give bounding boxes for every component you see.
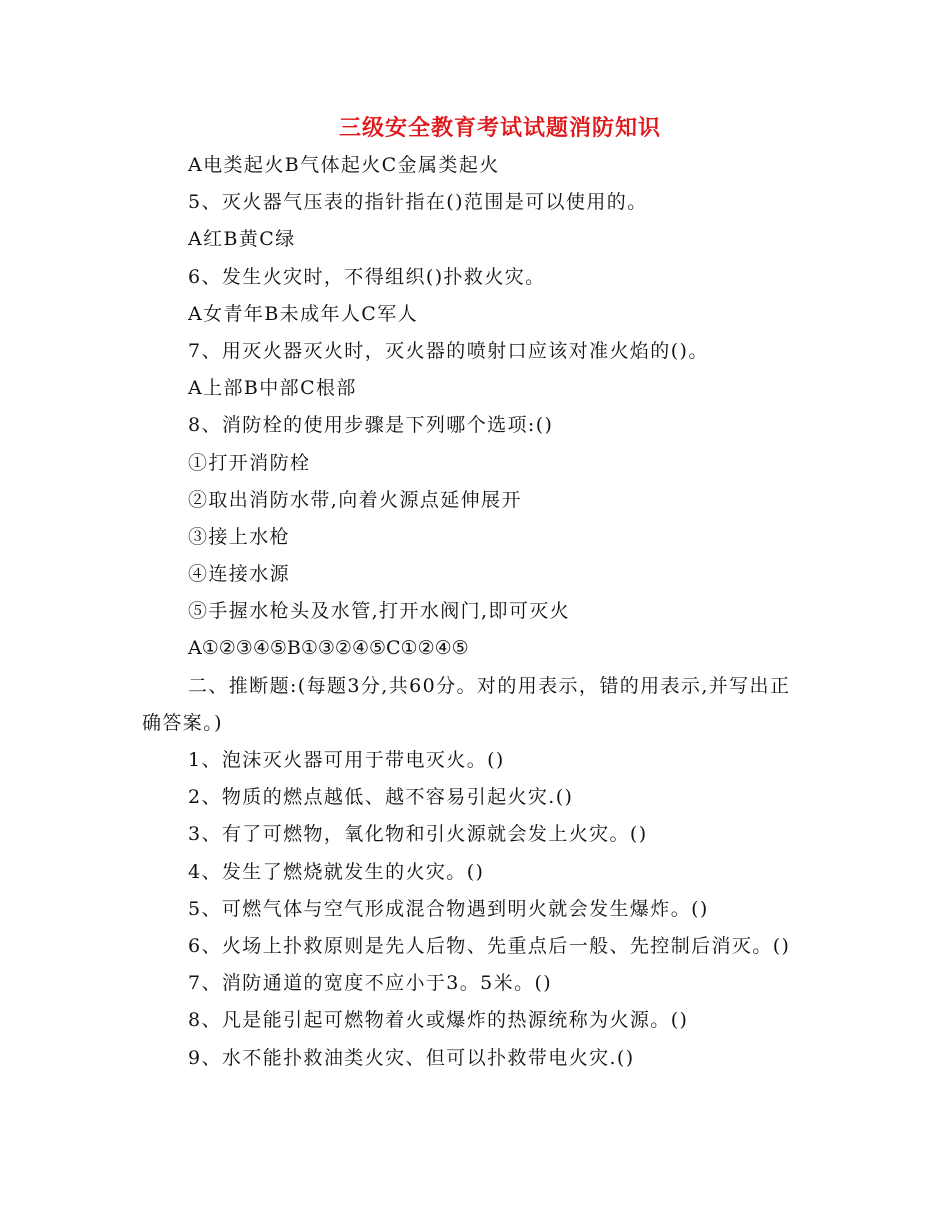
question-line: 6、火场上扑救原则是先人后物、先重点后一般、先控制后消灭。() [188,934,791,957]
answer-options-line: A红B黄C绿 [188,228,296,251]
answer-options-line: A上部B中部C根部 [188,377,357,400]
answer-options-line: A电类起火B气体起火C金属类起火 [188,154,500,176]
document-body [142,147,802,1077]
document-title: 三级安全教育考试试题消防知识 [338,115,661,141]
answer-options-line: A①②③④⑤B①③②④⑤C①②④⑤ [188,637,469,660]
question-line: 6、发生火灾时，不得组织()扑救火灾。 [188,265,546,288]
step-line: ⑤手握水枪头及水管,打开水阀门,即可灭火 [188,600,571,623]
question-line: 8、凡是能引起可燃物着火或爆炸的热源统称为火源。() [188,1009,689,1032]
question-line: 7、用灭火器灭火时，灭火器的喷射口应该对准火焰的()。 [188,339,709,362]
question-line: 1、泡沫灭火器可用于带电灭火。() [188,749,505,772]
question-line: 3、有了可燃物，氧化物和引火源就会发上火灾。() [188,823,648,846]
question-line: 9、水不能扑救油类火灾、但可以扑救带电火灾.() [188,1046,635,1069]
step-line: ②取出消防水带,向着火源点延伸展开 [188,488,522,511]
question-line: 8、消防栓的使用步骤是下列哪个选项:() [188,414,554,437]
question-line: 5、灭火器气压表的指针指在()范围是可以使用的。 [188,191,648,214]
question-line: 5、可燃气体与空气形成混合物遇到明火就会发生爆炸。() [188,897,709,920]
step-line: ①打开消防栓 [188,451,311,474]
answer-options-line: A女青年B未成年人C军人 [188,302,419,325]
question-line: 2、物质的燃点越低、越不容易引起火灾.() [188,786,574,809]
section-heading: 二、推断题:(每题3分,共60分。对的用表示，错的用表示,并写出正确答案。) [142,674,791,734]
question-line: 7、消防通道的宽度不应小于3。5米。() [188,972,553,995]
step-line: ④连接水源 [188,563,291,586]
step-line: ③接上水枪 [188,525,291,548]
question-line: 4、发生了燃烧就发生的火灾。() [188,860,485,883]
